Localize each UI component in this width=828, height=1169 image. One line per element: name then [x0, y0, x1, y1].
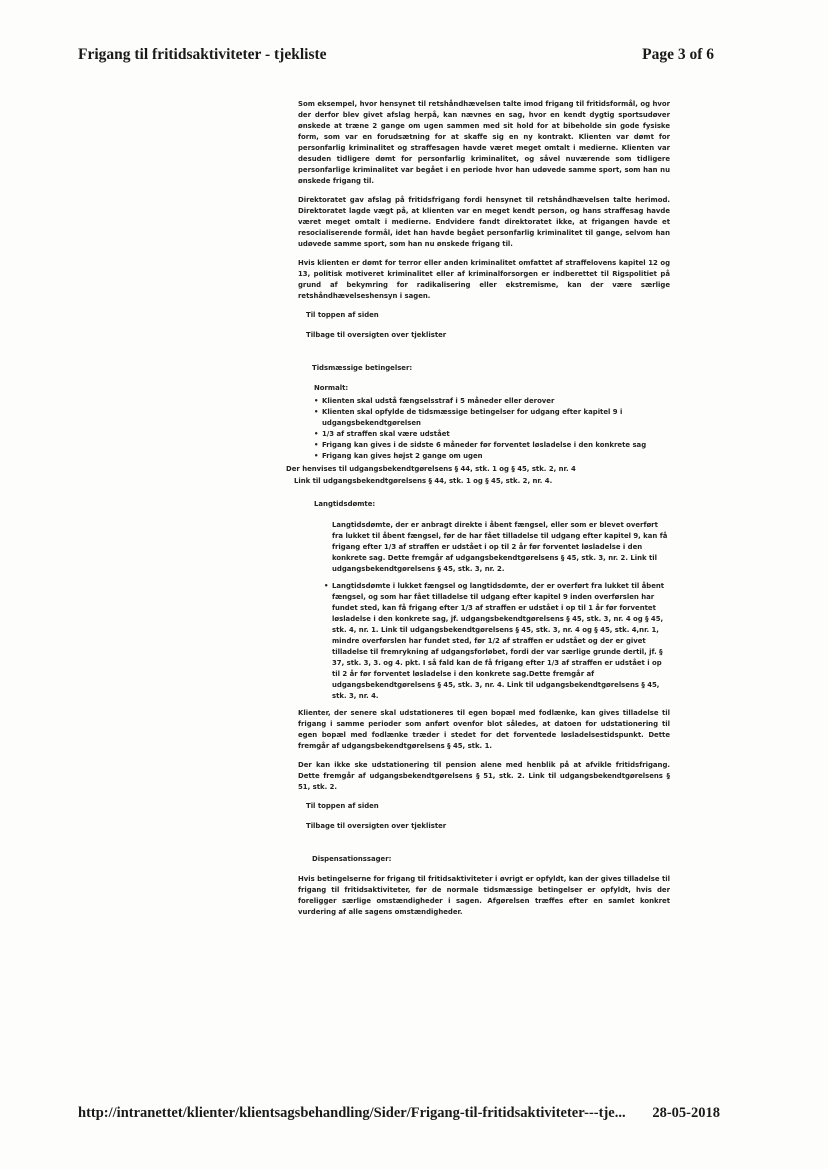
list-item: • 1/3 af straffen skal være udstået	[322, 429, 670, 440]
long-term-list	[312, 520, 670, 702]
footer-url: http://intranettet/klienter/klientsagsbehandling/Sider/Frigang-til-fritidsaktiviteter---tje...	[78, 1105, 626, 1121]
normal-conditions-list	[298, 396, 670, 462]
page-number: Page 3 of 6	[642, 46, 714, 63]
subheading-long-term: Langtidsdømte:	[314, 500, 376, 508]
link-to-top[interactable]: Til toppen af siden	[306, 802, 379, 810]
list-item: • Frigang kan gives i de sidste 6 måneder før forventet løsladelse i den konkrete sag	[322, 440, 670, 451]
law-link[interactable]: Link til udgangsbekendtgørelsens § 44, stk. 1 og § 45, stk. 2, nr. 4.	[294, 477, 553, 485]
list-item: • Klienten skal udstå fængselsstraf i 5 måneder eller derover	[322, 396, 670, 407]
paragraph-decision: Direktoratet gav afslag på fritidsfrigang fordi hensynet til retshåndhævelsen talte herimod. Direktoratet lagde vægt på, at klienten var en meget kendt person, og hans straffesag havde været meget omtalt i medierne. Endvidere fandt direktoratet ikke, at frigangen havde et resocialiserende formål, idet han havde begået personfarlig kriminalitet til gange, selvom han udøvede samme sport, som han nu ønskede frigang til.	[298, 196, 670, 248]
link-to-top[interactable]: Til toppen af siden	[306, 311, 379, 319]
list-item: Langtidsdømte, der er anbragt direkte i åbent fængsel, eller som er blevet overført fra lukket til åbent fængsel, før de har fået tilladelse til udgang efter kapitel 9, kan få frigang efter 1/3 af straffen er udstået i op til 2 år før forventet løsladelse i den konkrete sag. Dette fremgår af udgangsbekendtgørelsens § 45, stk. 3, nr. 2. Link til udgangsbekendtgørelsens § 45, stk. 3, nr. 2.	[332, 521, 668, 573]
reference-text: Der henvises til udgangsbekendtgørelsens § 44, stk. 1 og § 45, stk. 2, nr. 4	[286, 465, 576, 473]
paragraph-pension: Der kan ikke ske udstationering til pension alene med henblik på at afvikle fritidsfrigang. Dette fremgår af udgangsbekendtgørelsens § 51, stk. 2. Link til udgangsbekendtgørelsens § 51, stk. 2.	[298, 761, 670, 791]
footer-date: 28-05-2018	[652, 1105, 720, 1121]
paragraph-dispensation: Hvis betingelserne for frigang til fritidsaktiviteter i øvrigt er opfyldt, kan der gives tilladelse til frigang til fritidsaktiviteter, før de normale tidsmæssige betingelser er opfyldt, hvis der foreligger særlige omstændigheder i sagen. Afgørelsen træffes efter en samlet konkret vurdering af alle sagens omstændigheder.	[298, 875, 670, 916]
section-heading-dispensation: Dispensationssager:	[312, 855, 392, 863]
paragraph-example: Som eksempel, hvor hensynet til retshåndhævelsen talte imod frigang til fritidsformål, og hvor der derfor blev givet afslag herpå, kan nævnes en sag, hvor en kendt dygtig sportsudøver ønskede at træne 2 gange om ugen sammen med sit hold for at bibeholde sin gode fysiske form, som var en forudsætning for at skaffe sig en ny kontrakt. Klienten var dømt for personfarlig kriminalitet og straffesagen havde været meget omtalt i medierne. Klienten var desuden tidligere dømt for personfarlig kriminalitet, og såvel nuværende som tidligere personfarlige kriminalitet var begået i en periode hvor han udøvede samme sport, som han nu ønskede frigang til.	[298, 100, 670, 185]
nav-links-2	[306, 801, 670, 832]
link-back-to-overview[interactable]: Tilbage til oversigten over tjeklister	[306, 331, 447, 339]
section-heading-time-conditions: Tidsmæssige betingelser:	[312, 364, 413, 372]
paragraph-ankle-monitor: Klienter, der senere skal udstationeres til egen bopæl med fodlænke, kan gives tilladelse til frigang i samme perioder som anført ovenfor blot således, at datoen for udstationering til egen bopæl med fodlænke træder i stedet for det forventede løsladelsestidspunkt. Dette fremgår af udgangsbekendtgørelsens § 45, stk. 1.	[298, 709, 670, 750]
subheading-normal: Normalt:	[314, 384, 349, 392]
document-title: Frigang til fritidsaktiviteter - tjekliste	[78, 46, 327, 63]
page-header	[78, 46, 714, 64]
page-footer	[78, 1105, 720, 1122]
document-body	[286, 99, 670, 926]
paragraph-terror: Hvis klienten er dømt for terror eller anden kriminalitet omfattet af straffelovens kapitel 12 og 13, politisk motiveret kriminalitet eller af kriminalforsorgen er indberettet til Rigspolitiet på grund af bekymring for radikalisering eller ekstremisme, kan der være særlige retshåndhævelseshensyn i sagen.	[298, 259, 670, 300]
list-item: • Langtidsdømte i lukket fængsel og langtidsdømte, der er overført fra lukket til åbent fængsel, og som har fået tilladelse til udgang efter kapitel 9 inden overførslen har fundet sted, kan få frigang efter 1/3 af straffen er udstået i op til 1 år før forventet løsladelse i den konkrete sag, jf. udgangsbekendtgørelsens § 45, stk. 3, nr. 4 og § 45, stk. 4, nr. 1. Link til udgangsbekendtgørelsens § 45, stk. 3, nr. 4 og § 45, stk. 4,nr. 1, mindre overførslen har fundet sted, før 1/2 af straffen er udstået og der er givet tilladelse til fremrykning af udgangsforløbet, fordi der var særlige grunde dertil, jf. § 37, stk. 3, 3. og 4. pkt. I så fald kan de få frigang efter 1/3 af straffen er udstået i op til 2 år før forventet løsladelse i den konkrete sag.Dette fremgår af udgangsbekendtgørelsens § 45, stk. 3, nr. 4. Link til udgangsbekendtgørelsens § 45, stk. 3, nr. 4.	[332, 581, 670, 702]
list-item: • Klienten skal opfylde de tidsmæssige betingelser for udgang efter kapitel 9 i udgangsbekendtgørelsen	[322, 407, 670, 429]
nav-links-1	[306, 310, 670, 341]
list-item: • Frigang kan gives højst 2 gange om ugen	[322, 451, 670, 462]
link-back-to-overview[interactable]: Tilbage til oversigten over tjeklister	[306, 822, 447, 830]
